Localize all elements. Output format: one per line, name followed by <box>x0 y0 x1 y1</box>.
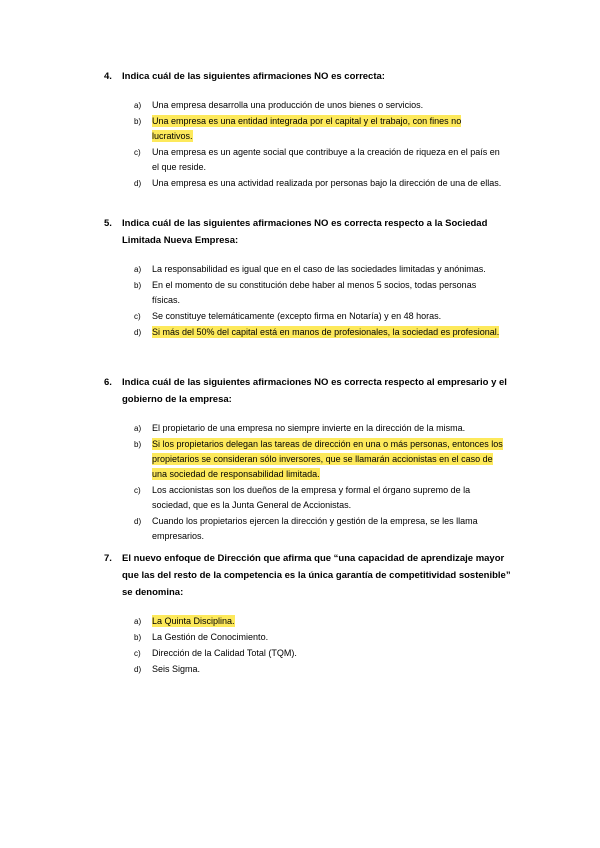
option-text: Una empresa es una actividad realizada por personas bajo la dirección de una de ellas. <box>152 178 502 188</box>
option-d <box>134 176 514 191</box>
option-text: Los accionistas son los dueños de la empresa y formal el órgano supremo de la sociedad, que es la Junta General de Accionistas. <box>152 485 471 510</box>
option-letter: c) <box>134 486 141 495</box>
option-letter: a) <box>134 424 142 433</box>
option-letter: d) <box>134 179 142 188</box>
question-text: Indica cuál de las siguientes afirmaciones NO es correcta respecto a la Sociedad Limitada Nueva Empresa: <box>122 218 488 246</box>
option-letter: b) <box>134 633 142 642</box>
option-letter: b) <box>134 440 142 449</box>
question-heading <box>104 68 514 85</box>
option-text: Seis Sigma. <box>152 664 201 674</box>
question-text: Indica cuál de las siguientes afirmaciones NO es correcta respecto al empresario y el gobierno de la empresa: <box>122 377 507 405</box>
option-letter: c) <box>134 148 141 157</box>
option-letter: d) <box>134 328 142 337</box>
option-c <box>134 145 514 175</box>
option-a <box>134 614 514 629</box>
option-b <box>134 630 514 645</box>
option-text: La Gestión de Conocimiento. <box>152 632 269 642</box>
highlighted-answer: Una empresa es una entidad integrada por el capital y el trabajo, con fines no lucrativos. <box>152 116 462 141</box>
option-letter: c) <box>134 649 141 658</box>
question-heading <box>104 374 514 408</box>
option-letter: b) <box>134 117 142 126</box>
option-text: Una empresa desarrolla una producción de unos bienes o servicios. <box>152 100 424 110</box>
question-4 <box>104 68 514 192</box>
question-heading <box>104 550 514 601</box>
option-text: Cuando los propietarios ejercen la dirección y gestión de la empresa, se les llama empresarios. <box>152 516 478 541</box>
option-c <box>134 483 514 513</box>
option-text: La responsabilidad es igual que en el caso de las sociedades limitadas y anónimas. <box>152 264 486 274</box>
question-heading <box>104 215 514 249</box>
option-d <box>134 325 514 340</box>
option-a <box>134 421 514 436</box>
option-letter: a) <box>134 101 142 110</box>
option-text: El propietario de una empresa no siempre invierte en la dirección de la misma. <box>152 423 466 433</box>
option-b <box>134 278 514 308</box>
option-b <box>134 114 514 144</box>
option-letter: b) <box>134 281 142 290</box>
options-list <box>104 98 514 191</box>
option-d <box>134 514 514 544</box>
option-text: En el momento de su constitución debe haber al menos 5 socios, todas personas físicas. <box>152 280 477 305</box>
option-c <box>134 646 514 661</box>
option-letter: d) <box>134 665 142 674</box>
question-text: Indica cuál de las siguientes afirmaciones NO es correcta: <box>122 71 385 82</box>
option-text: Se constituye telemáticamente (excepto firma en Notaría) y en 48 horas. <box>152 311 442 321</box>
option-text: Una empresa es un agente social que contribuye a la creación de riqueza en el país en el que reside. <box>152 147 500 172</box>
question-number: 6. <box>104 377 112 388</box>
option-text: Dirección de la Calidad Total (TQM). <box>152 648 297 658</box>
options-list <box>104 614 514 677</box>
option-d <box>134 662 514 677</box>
highlighted-answer: La Quinta Disciplina. <box>152 616 235 626</box>
question-number: 7. <box>104 553 112 564</box>
option-a <box>134 98 514 113</box>
option-letter: a) <box>134 265 142 274</box>
question-number: 5. <box>104 218 112 229</box>
option-b <box>134 437 514 482</box>
question-number: 4. <box>104 71 112 82</box>
highlighted-answer: Si más del 50% del capital está en manos de profesionales, la sociedad es profesional. <box>152 327 500 337</box>
option-letter: c) <box>134 312 141 321</box>
options-list <box>104 421 514 544</box>
question-7 <box>104 550 514 678</box>
question-text: El nuevo enfoque de Dirección que afirma que “una capacidad de aprendizaje mayor que las del resto de la competencia es la única garantía de competitividad sostenible” se denomina: <box>122 553 511 598</box>
question-5 <box>104 215 514 341</box>
option-letter: a) <box>134 617 142 626</box>
options-list <box>104 262 514 340</box>
option-a <box>134 262 514 277</box>
question-6 <box>104 374 514 545</box>
option-letter: d) <box>134 517 142 526</box>
highlighted-answer: Si los propietarios delegan las tareas de dirección en una o más personas, entonces los propietarios se consideran sólo inversores, que se llamarán accionistas en el caso de una sociedad de responsabilidad limitada. <box>152 439 503 479</box>
option-c <box>134 309 514 324</box>
